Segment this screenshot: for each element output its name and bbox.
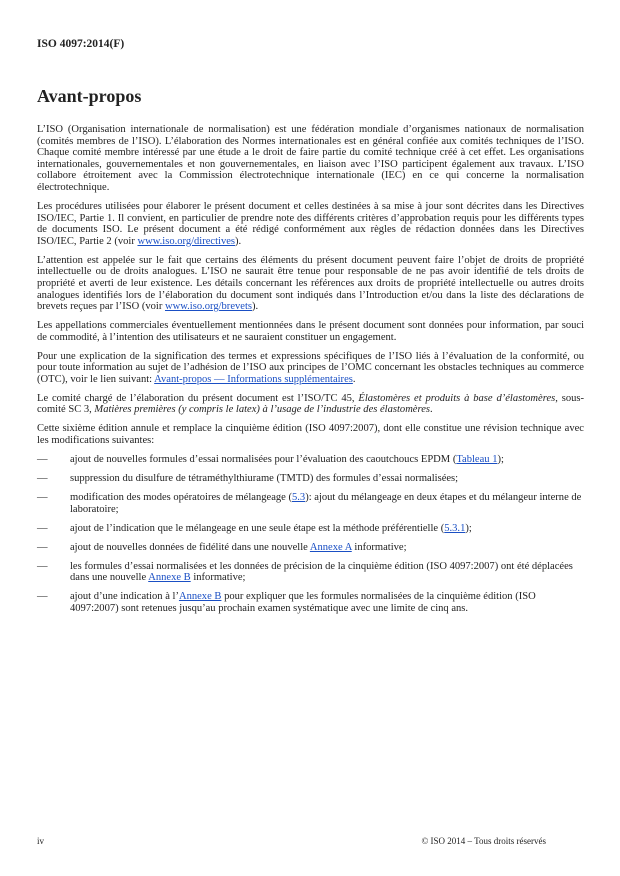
text: ). bbox=[235, 235, 242, 247]
paragraph-procedures bbox=[37, 201, 584, 247]
foreword-info-link[interactable]: Avant-propos — Informations supplémentaires bbox=[154, 373, 353, 385]
copyright: © ISO 2014 – Tous droits réservés bbox=[421, 836, 546, 846]
paragraph-trade-names: Les appellations commerciales éventuellement mentionnées dans le présent document sont données pour information, par souci de commodité, à l’intention des utilisateurs et ne sauraient constituer un engagement. bbox=[37, 320, 584, 343]
text: Le comité chargé de l’élaboration du présent document est l’ISO/TC 45, bbox=[37, 392, 359, 404]
reference-link[interactable]: 5.3 bbox=[292, 491, 306, 503]
page-title: Avant-propos bbox=[37, 86, 142, 106]
reference-link[interactable]: Annexe B bbox=[148, 572, 191, 584]
text: ); bbox=[465, 522, 472, 534]
reference-link[interactable]: Annexe B bbox=[178, 591, 222, 603]
text: informative; bbox=[351, 541, 407, 553]
text: , sous-comité SC 3, bbox=[37, 392, 585, 416]
list-item-text bbox=[70, 492, 584, 515]
text: ). bbox=[252, 301, 259, 313]
dash-bullet: — bbox=[37, 472, 48, 484]
text: Pour une explication de la signification des termes et expressions spécifiques de l’ISO liés à l’évaluation de la conformité, ou pour toute information au sujet de l’adhésion de l’ISO aux principes de l’OMC concernant les obstacles techniques au commerce (OTC), voir le lien suivant: bbox=[37, 350, 584, 385]
text: Les procédures utilisées pour élaborer le présent document et celles destinées à sa mise à jour sont décrites dans les Directives ISO/IEC, Partie 1. Il convient, en particulier de prendre note des différents critères d’approbation requis pour les différents types de documents ISO. Le présent document a été rédigé conformément aux règles de rédaction données dans les Directives ISO/IEC, Partie 2 (voir bbox=[37, 200, 584, 247]
text: modification des modes opératoires de mélangeage ( bbox=[70, 491, 292, 503]
list-item-text bbox=[70, 561, 584, 584]
dash-bullet: — bbox=[37, 591, 48, 603]
text: . bbox=[430, 404, 433, 416]
document-id: ISO 4097:2014(F) bbox=[37, 38, 125, 50]
paragraph-iso: L’ISO (Organisation internationale de normalisation) est une fédération mondiale d’organismes nationaux de normalisation (comités membres de l’ISO). L’élaboration des Normes internationales est en général confiée aux comités techniques de l’ISO. Chaque comité membre intéressé par une étude a le droit de faire partie du comité technique créé à cet effet. Les organisations internationales, gouvernementales et non gouvernementales, en liaison avec l’ISO participent également aux travaux. L’ISO collabore étroitement avec la Commission électrotechnique internationale (IEC) en ce qui concerne la normalisation électrotechnique. bbox=[37, 124, 584, 193]
subcommittee-title: Matières premières (y compris le latex) à l’usage de l’industrie des élastomères bbox=[94, 404, 430, 416]
dash-bullet: — bbox=[37, 522, 48, 534]
dash-bullet: — bbox=[37, 491, 48, 503]
dash-bullet: — bbox=[37, 560, 48, 572]
list-item bbox=[37, 561, 584, 584]
reference-link[interactable]: Annexe A bbox=[309, 541, 352, 553]
text: L’attention est appelée sur le fait que certains des éléments du présent document peuvent faire l’objet de droits de propriété intellectuelle ou de droits analogues. L’ISO ne saurait être tenue pour responsable de ne pas avoir identifié de tels droits de propriété et averti de leur existence. Les détails concernant les références aux droits de propriété intellectuelle ou autres droits analogues identifiés lors de l’élaboration du document sont indiqués dans l’Introduction et/ou dans la liste des déclarations de brevets reçues par l’ISO (voir bbox=[37, 254, 584, 313]
text: pour expliquer que les formules normalisées de la cinquième édition (ISO 4097:2007) sont retenues jusqu’au prochain examen systématique avec une limite de cinq ans. bbox=[70, 591, 536, 614]
text: ajout d’une indication à l’ bbox=[70, 591, 179, 603]
reference-link[interactable]: 5.3.1 bbox=[444, 522, 466, 534]
text: ajout de nouvelles formules d’essai normalisées pour l’évaluation des caoutchoucs EPDM ( bbox=[70, 453, 457, 465]
list-item bbox=[37, 492, 584, 515]
list-item-text bbox=[70, 542, 584, 554]
text: ajout de nouvelles données de fidélité dans une nouvelle bbox=[70, 541, 310, 553]
text: ): ajout du mélangeage en deux étapes et du mélangeur interne de laboratoire; bbox=[70, 491, 582, 515]
page-number: iv bbox=[37, 836, 45, 846]
dash-bullet: — bbox=[37, 453, 48, 465]
text: informative; bbox=[190, 572, 246, 584]
foreword-body bbox=[37, 124, 584, 622]
list-item-text bbox=[70, 523, 584, 535]
changes-list bbox=[37, 454, 584, 614]
list-item bbox=[37, 542, 584, 554]
paragraph-committee bbox=[37, 393, 584, 416]
paragraph-edition: Cette sixième édition annule et remplace la cinquième édition (ISO 4097:2007), dont elle constitue une révision technique avec les modifications suivantes: bbox=[37, 423, 584, 446]
list-item-text bbox=[70, 591, 584, 614]
text: les formules d’essai normalisées et les données de précision de la cinquième édition (ISO 4097:2007) ont été déplacées dans une nouvelle bbox=[70, 560, 573, 584]
dash-bullet: — bbox=[37, 541, 48, 553]
directives-link[interactable]: www.iso.org/directives bbox=[137, 235, 236, 247]
committee-title: Élastomères et produits à base d’élastomères bbox=[358, 392, 556, 404]
list-item bbox=[37, 523, 584, 535]
text: suppression du disulfure de tétraméthylthiurame (TMTD) des formules d’essai normalisées; bbox=[70, 472, 459, 484]
list-item bbox=[37, 454, 584, 466]
text: ); bbox=[497, 453, 504, 465]
text: . bbox=[352, 373, 356, 385]
paragraph-conformity bbox=[37, 351, 584, 386]
brevets-link[interactable]: www.iso.org/brevets bbox=[164, 301, 252, 313]
text: ajout de l’indication que le mélangeage en une seule étape est la méthode préférentielle ( bbox=[70, 522, 445, 534]
paragraph-patents bbox=[37, 255, 584, 313]
reference-link[interactable]: Tableau 1 bbox=[456, 453, 498, 465]
list-item-text bbox=[70, 473, 584, 485]
list-item bbox=[37, 591, 584, 614]
list-item bbox=[37, 473, 584, 485]
list-item-text bbox=[70, 454, 584, 466]
